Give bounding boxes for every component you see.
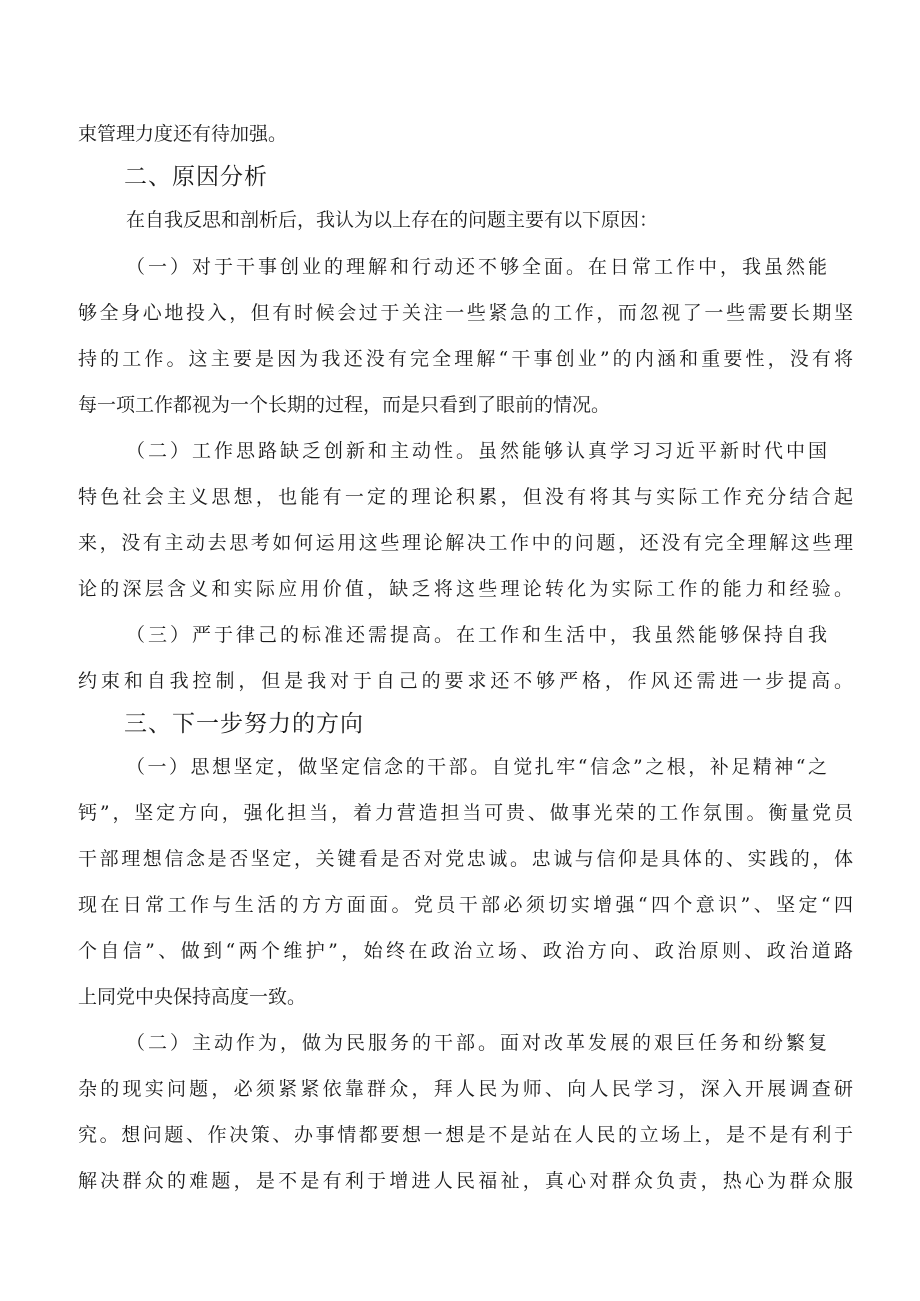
section2-para2-line: 来，没有主动去思考如何运用这些理论解决工作中的问题，还没有完全理解这些理 xyxy=(78,532,853,554)
section2-para3-line: 约束和自我控制，但是我对于自己的要求还不够严格，作风还需进一步提高。 xyxy=(78,670,853,692)
section3-heading: 三、下一步努力的方向 xyxy=(124,711,364,737)
section3-para2-line: （二）主动作为，做为民服务的干部。面对改革发展的艰巨任务和纷繁复 xyxy=(126,1032,827,1054)
section2-para1-line: 够全身心地投入，但有时候会过于关注一些紧急的工作，而忽视了一些需要长期坚 xyxy=(78,302,853,324)
section2-para2-line: 论的深层含义和实际应用价值，缺乏将这些理论转化为实际工作的能力和经验。 xyxy=(78,578,853,600)
section2-para1-line: 持的工作。这主要是因为我还没有完全理解“干事创业”的内涵和重要性，没有将 xyxy=(78,348,853,370)
section3-para1-line: 钙”，坚定方向，强化担当，着力营造担当可贵、做事光荣的工作氛围。衡量党员 xyxy=(78,802,853,824)
section3-para1-line: 现在日常工作与生活的方方面面。党员干部必须切实增强“四个意识”、坚定“四 xyxy=(78,894,853,916)
section2-para2-line: 特色社会主义思想，也能有一定的理论积累，但没有将其与实际工作充分结合起 xyxy=(78,486,853,508)
section2-para1-line: （一）对于干事创业的理解和行动还不够全面。在日常工作中，我虽然能 xyxy=(126,256,827,278)
section3-para2-line: 杂的现实问题，必须紧紧依靠群众，拜人民为师、向人民学习，深入开展调查研 xyxy=(78,1078,853,1100)
section3-para2-line: 解决群众的难题，是不是有利于增进人民福祉，真心对群众负责，热心为群众服 xyxy=(78,1170,853,1192)
section3-para1-line: 干部理想信念是否坚定，关键看是否对党忠诚。忠诚与信仰是具体的、实践的，体 xyxy=(78,848,853,870)
section3-para1-line: 上同党中央保持高度一致。 xyxy=(78,986,307,1008)
section2-para1-line: 每一项工作都视为一个长期的过程，而是只看到了眼前的情况。 xyxy=(78,394,611,416)
section2-lead: 在自我反思和剖析后，我认为以上存在的问题主要有以下原因： xyxy=(126,209,659,231)
section3-para1-line: （一）思想坚定，做坚定信念的干部。自觉扎牢“信念”之根，补足精神“之 xyxy=(126,756,827,778)
intro-tail-line: 束管理力度还有待加强。 xyxy=(78,123,288,145)
section3-para1-line: 个自信”、做到“两个维护”，始终在政治立场、政治方向、政治原则、政治道路 xyxy=(78,940,853,962)
section2-para2-line: （二）工作思路缺乏创新和主动性。虽然能够认真学习习近平新时代中国 xyxy=(126,440,827,462)
section2-heading: 二、原因分析 xyxy=(124,164,268,190)
section3-para2-line: 究。想问题、作决策、办事情都要想一想是不是站在人民的立场上，是不是有利于 xyxy=(78,1124,853,1146)
section2-para3-line: （三）严于律己的标准还需提高。在工作和生活中，我虽然能够保持自我 xyxy=(126,624,827,646)
